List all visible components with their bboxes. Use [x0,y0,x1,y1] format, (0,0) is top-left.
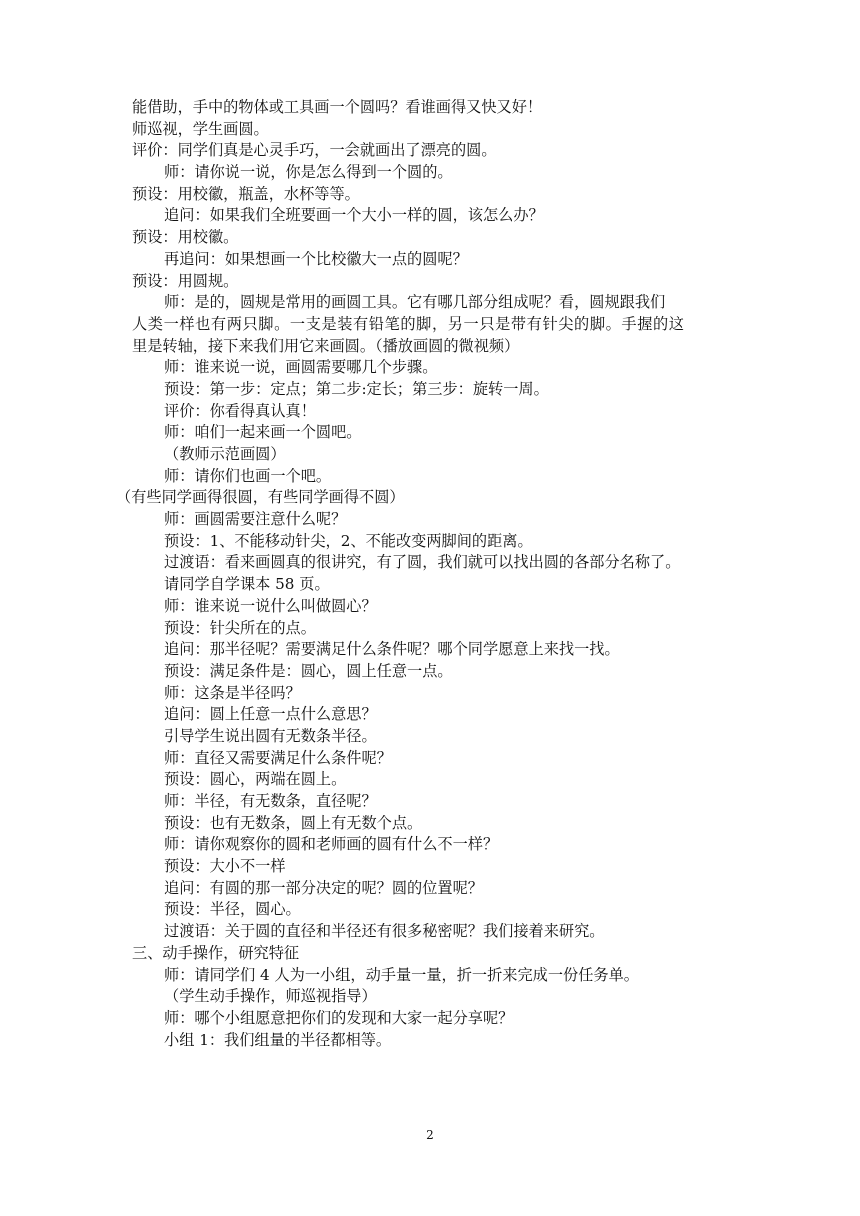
text-line: 师：这条是半径吗？ [164,683,301,702]
text-line: 预设：半径，圆心。 [164,900,301,919]
text-line: 师：谁来说一说，画圆需要哪几个步骤。 [164,358,438,377]
text-line: 预设：针尖所在的点。 [164,618,316,637]
text-line: 预设：用校徽，瓶盖，水杯等等。 [132,184,360,203]
text-line: 追问：有圆的那一部分决定的呢？圆的位置呢？ [164,878,483,897]
text-line: 师：画圆需要注意什么呢？ [164,510,347,529]
text-line: 预设：也有无数条，圆上有无数个点。 [164,813,423,832]
text-line: 师：请你们也画一个吧。 [164,466,332,485]
lesson-text-body [0,97,860,1051]
page-number: 2 [426,1128,434,1142]
text-line: 评价：你看得真认真！ [164,401,316,420]
text-line: 预设：1、不能移动针尖，2、不能改变两脚间的距离。 [164,531,533,550]
text-line: 师：请你说一说，你是怎么得到一个圆的。 [164,163,453,182]
text-line: 师：直径又需要满足什么条件呢？ [164,748,392,767]
text-line: 追问：圆上任意一点什么意思？ [164,705,377,724]
text-line: 追问：那半径呢？需要满足什么条件呢？哪个同学愿意上来找一找。 [164,640,620,659]
text-line: （有些同学画得很圆，有些同学画得不圆） [116,488,405,507]
text-line: 师：请你观察你的圆和老师画的圆有什么不一样？ [164,835,499,854]
text-line: 师巡视，学生画圆。 [132,119,269,138]
text-line: 人类一样也有两只脚。一支是装有铅笔的脚，另一只是带有针尖的脚。手握的这 [132,314,685,333]
text-line: 三、动手操作，研究特征 [132,943,300,962]
text-line: 预设：用圆规。 [132,271,239,290]
text-line: 师：咱们一起来画一个圆吧。 [164,423,362,442]
text-line: 请同学自学课本 58 页。 [164,575,330,594]
text-line: 小组 1：我们组量的半径都相等。 [164,1030,392,1049]
text-line: 师：是的，圆规是常用的画圆工具。它有哪几部分组成呢？看，圆规跟我们 [164,293,666,312]
text-line: 再追问：如果想画一个比校徽大一点的圆呢？ [164,249,468,268]
text-line: 评价：同学们真是心灵手巧，一会就画出了漂亮的圆。 [132,141,497,160]
text-line: （学生动手操作，师巡视指导） [164,987,377,1006]
text-line: 师：半径，有无数条，直径呢？ [164,792,377,810]
text-line: 预设：大小不一样 [164,857,286,876]
text-line: 引导学生说出圆有无数条半径。 [164,726,377,745]
text-line: 师：哪个小组愿意把你们的发现和大家一起分享呢？ [164,1008,514,1027]
text-line: 预设：圆心，两端在圆上。 [164,770,347,789]
text-line: 预设：用校徽。 [132,228,239,247]
text-line: 师：谁来说一说什么叫做圆心？ [164,596,377,615]
text-line: 预设：第一步：定点；第二步:定长；第三步：旋转一周。 [164,379,549,398]
text-line: 追问：如果我们全班要画一个大小一样的圆，该怎么办？ [164,206,544,225]
text-line: 过渡语：关于圆的直径和半径还有很多秘密呢？我们接着来研究。 [164,922,605,941]
text-line: 师：请同学们 4 人为一小组，动手量一量，折一折来完成一份任务单。 [164,965,639,984]
text-line: 能借助，手中的物体或工具画一个圆吗？看谁画得又快又好！ [132,98,543,116]
text-line: 里是转轴，接下来我们用它来画圆。（播放画圆的微视频） [132,336,520,355]
text-line: （教师示范画圆） [164,445,286,463]
text-line: 预设：满足条件是：圆心，圆上任意一点。 [164,661,453,680]
text-line: 过渡语：看来画圆真的很讲究，有了圆，我们就可以找出圆的各部分名称了。 [164,553,681,572]
